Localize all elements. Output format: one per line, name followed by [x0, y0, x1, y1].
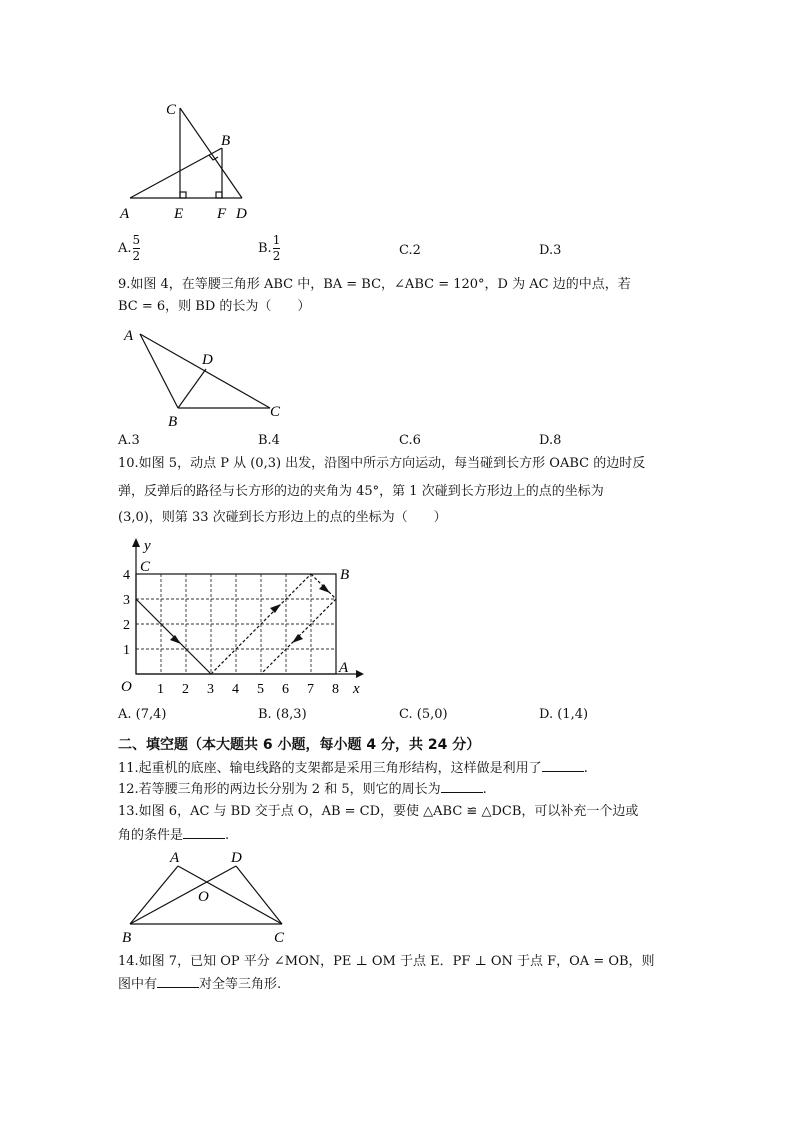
q9-option-b[interactable]: B.4 [258, 433, 280, 448]
x-tick-8: 8 [332, 682, 339, 697]
y-axis-arrow [132, 538, 140, 547]
q9-line-1: 9.如图 4，在等腰三角形 ABC 中，BA = BC，∠ABC = 120°，D 为 AC 边的中点，若 [118, 277, 631, 292]
y-tick-2: 2 [123, 618, 130, 633]
q12: 12.若等腰三角形的两边长分别为 2 和 5，则它的周长为 . [118, 782, 487, 797]
y-tick-1: 1 [123, 643, 130, 658]
y-tick-3: 3 [123, 593, 130, 608]
y-axis-label: y [144, 538, 151, 554]
figure-4-triangle [118, 322, 298, 430]
segment-cd [236, 866, 282, 924]
q10-option-c[interactable]: C. (5,0) [399, 707, 448, 722]
x-axis-label: x [353, 681, 360, 697]
q10-option-a[interactable]: A. (7,4) [118, 707, 167, 722]
q10-line-2: 弹，反弹后的路径与长方形的边的夹角为 45°，第 1 次碰到长方形边上的点的坐标为 [118, 484, 604, 499]
q10-line-3: (3,0)，则第 33 次碰到长方形边上的点的坐标为（ ） [118, 510, 447, 525]
right-angle-e [180, 192, 186, 198]
q14-line-2: 图中有 对全等三角形. [118, 977, 282, 992]
label-c: C [140, 559, 151, 575]
x-tick-2: 2 [182, 682, 189, 697]
segment-ca [178, 866, 282, 924]
segment-ab [130, 148, 222, 198]
segment-ba [130, 866, 178, 924]
q9-option-a[interactable]: A.3 [118, 433, 140, 448]
x-tick-3: 3 [207, 682, 214, 697]
label-f: F [217, 206, 227, 222]
q13-line-2: 角的条件是 . [118, 828, 230, 843]
label-c: C [270, 404, 281, 420]
label-b: B [168, 414, 178, 430]
fraction: $\frac{1}{2}$ [272, 233, 281, 263]
label-a: A [120, 206, 130, 222]
label-d: D [202, 352, 213, 368]
grid-lines [136, 574, 336, 674]
q14-line-1: 14.如图 7，已知 OP 平分 ∠MON，PE ⊥ OM 于点 E．PF ⊥ ON 于点 F，OA = OB，则 [118, 954, 655, 969]
x-axis-arrow [356, 670, 364, 678]
q8-option-d[interactable]: D.3 [539, 243, 562, 258]
fraction: $\frac{5}{2}$ [132, 233, 141, 263]
label-c: C [274, 930, 285, 946]
q14-answer-blank[interactable] [157, 975, 199, 988]
q13-line-1: 13.如图 6，AC 与 BD 交于点 O，AB = CD，要使 △ABC ≌ △DCB，可以补充一个边或 [118, 804, 639, 819]
right-angle-f [216, 192, 222, 198]
q8-option-b[interactable]: B. $\frac{1}{2}$ [258, 233, 281, 263]
label-d: D [231, 850, 242, 866]
q10-option-d[interactable]: D. (1,4) [539, 707, 589, 722]
label-b: B [122, 930, 132, 946]
q13-answer-blank[interactable] [183, 826, 225, 839]
q9-line-2: BC = 6，则 BD 的长为（ ） [118, 299, 311, 314]
label-o: O [198, 889, 209, 905]
origin-label: O [121, 679, 132, 695]
label-c: C [166, 102, 177, 118]
segment-bd [178, 369, 206, 408]
label-a: A [124, 328, 134, 344]
figure-6-crossed-triangles [118, 848, 298, 946]
x-tick-7: 7 [307, 682, 314, 697]
figure-3-triangle [118, 96, 258, 226]
q11-answer-blank[interactable] [542, 759, 584, 772]
x-tick-5: 5 [257, 682, 264, 697]
section-2-heading: 二、填空题（本大题共 6 小题，每小题 4 分，共 24 分） [118, 737, 481, 753]
figure-5-coordinate-grid [118, 535, 368, 700]
q8-option-a[interactable]: A. $\frac{5}{2}$ [118, 233, 141, 263]
q12-answer-blank[interactable] [441, 780, 483, 793]
label-b: B [340, 567, 350, 583]
q8-option-c[interactable]: C.2 [399, 243, 421, 258]
label-d: D [236, 206, 247, 222]
q11: 11.起重机的底座、输电线路的支架都是采用三角形结构，这样做是利用了 . [118, 761, 588, 776]
x-tick-1: 1 [157, 682, 164, 697]
y-tick-4: 4 [123, 568, 130, 583]
label-e: E [174, 206, 184, 222]
q9-option-d[interactable]: D.8 [539, 433, 562, 448]
segment-bd [130, 866, 236, 924]
segment-cd [180, 108, 242, 198]
label-b: B [221, 133, 231, 149]
label-a: A [339, 660, 349, 676]
q10-option-b[interactable]: B. (8,3) [258, 707, 307, 722]
x-tick-6: 6 [282, 682, 289, 697]
q9-option-c[interactable]: C.6 [399, 433, 421, 448]
x-tick-4: 4 [232, 682, 239, 697]
label-a: A [170, 850, 180, 866]
q10-line-1: 10.如图 5，动点 P 从 (0,3) 出发，沿图中所示方向运动，每当碰到长方形 OABC 的边时反 [118, 456, 646, 471]
